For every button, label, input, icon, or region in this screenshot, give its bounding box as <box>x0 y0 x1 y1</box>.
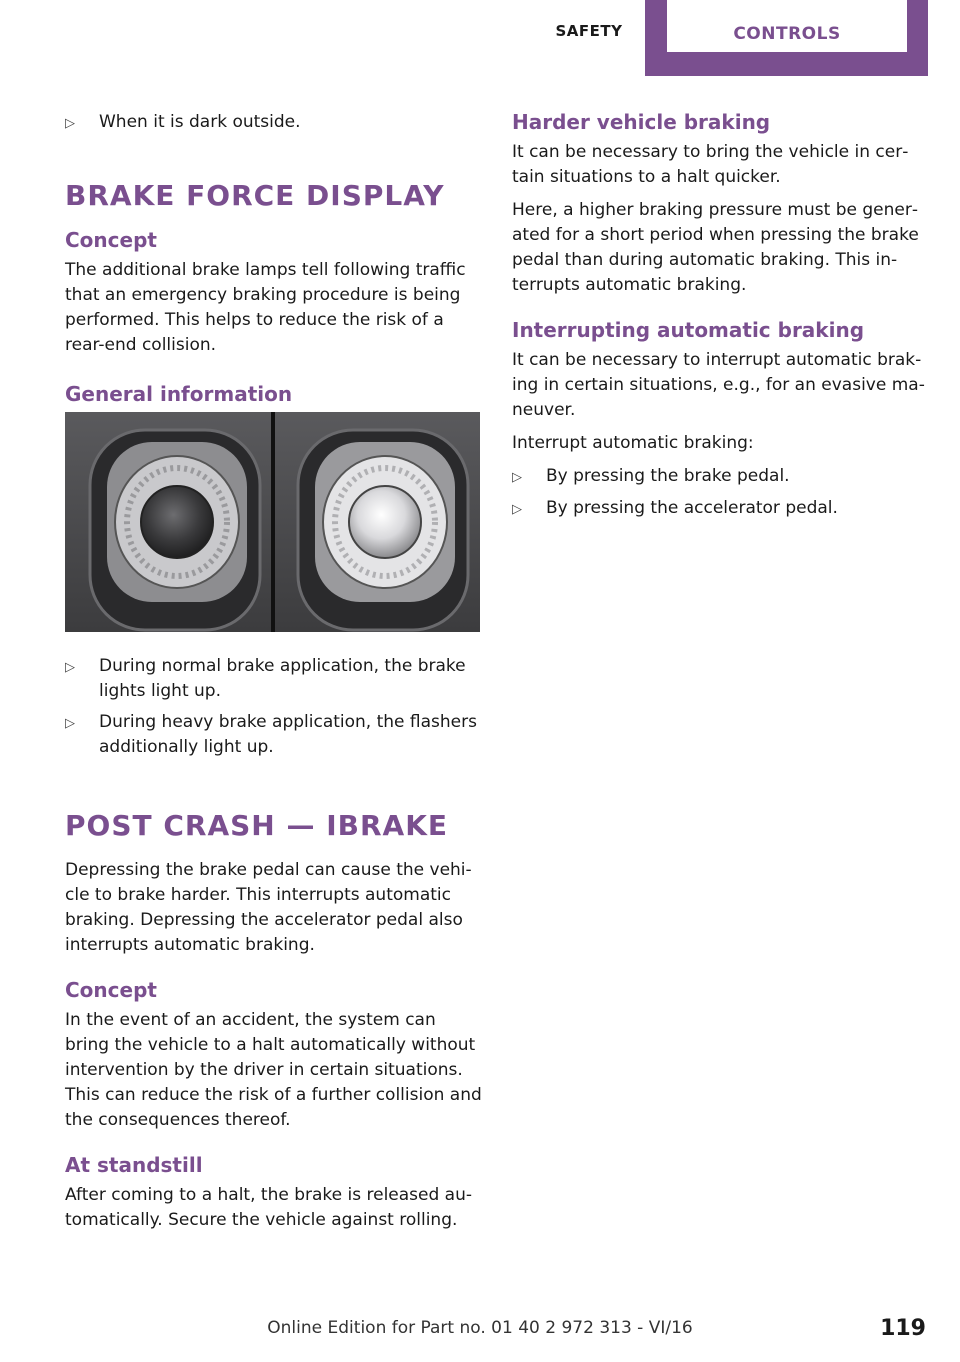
subheading-general-information: General information <box>65 382 293 406</box>
section-title-brake-force-display: BRAKE FORCE DISPLAY <box>65 179 445 212</box>
list-item-text: By pressing the brake pedal. <box>546 466 790 486</box>
list-item-text: During normal brake application, the brake lights light up. <box>99 656 466 701</box>
subheading-concept-2: Concept <box>65 978 157 1002</box>
list-item <box>65 710 482 760</box>
left-column <box>65 110 482 1241</box>
list-item <box>512 496 929 522</box>
paragraph-post-crash: Depressing the brake pedal can cause the vehicle to brake harder. This interrupts automatic braking. Depressing the accelerator pedal also interrupts automatic braking. <box>65 860 472 955</box>
paragraph-harder-1: It can be necessary to bring the vehicle in certain situations to a halt quicker. <box>512 142 909 187</box>
paragraph-harder-2: Here, a higher braking pressure must be generated for a short period when pressing the brake pedal than during automatic braking. This interrupts automatic braking. <box>512 200 919 295</box>
header-tab-controls <box>645 0 928 76</box>
bullet-triangle-icon: ▷ <box>65 660 75 675</box>
list-item-text: When it is dark outside. <box>99 112 301 132</box>
brake-lights-figure <box>65 412 480 632</box>
right-column <box>512 110 929 528</box>
paragraph-interrupt-1: It can be necessary to interrupt automatic braking in certain situations, e.g., for an evasive maneuver. <box>512 350 925 420</box>
paragraph-at-standstill: After coming to a halt, the brake is released automatically. Secure the vehicle against rolling. <box>65 1185 473 1230</box>
header-tab-safety: SAFETY <box>555 22 623 40</box>
header-tab-controls-label: CONTROLS <box>733 24 841 44</box>
subheading-interrupting-automatic-braking: Interrupting automatic braking <box>512 318 865 342</box>
subheading-at-standstill: At standstill <box>65 1153 203 1177</box>
bullet-triangle-icon: ▷ <box>65 116 75 131</box>
page-number: 119 <box>880 1316 926 1341</box>
footer-edition: Online Edition for Part no. 01 40 2 972 313 - VI/16 <box>267 1318 693 1338</box>
list-item <box>512 464 929 490</box>
paragraph-concept: The additional brake lamps tell following traffic that an emergency braking procedure is being performed. This helps to reduce the risk of a rear-end collision. <box>65 260 466 355</box>
bullet-triangle-icon: ▷ <box>512 502 522 517</box>
paragraph-interrupt-2: Interrupt automatic braking: <box>512 433 754 453</box>
bullet-triangle-icon: ▷ <box>65 716 75 731</box>
list-item-text: During heavy brake application, the flashers additionally light up. <box>99 712 477 757</box>
brake-lights-illustration <box>65 412 480 632</box>
bullet-triangle-icon: ▷ <box>512 470 522 485</box>
list-item-text: By pressing the accelerator pedal. <box>546 498 838 518</box>
list-item <box>65 654 482 704</box>
paragraph-concept-2: In the event of an accident, the system can bring the vehicle to a halt automatically without intervention by the driver in certain situations. This can reduce the risk of a further collision and the consequences thereof. <box>65 1010 482 1130</box>
subheading-harder-vehicle-braking: Harder vehicle braking <box>512 110 771 134</box>
list-item <box>65 110 482 136</box>
subheading-concept: Concept <box>65 228 157 252</box>
section-title-post-crash-ibrake: POST CRASH — IBRAKE <box>65 809 449 842</box>
